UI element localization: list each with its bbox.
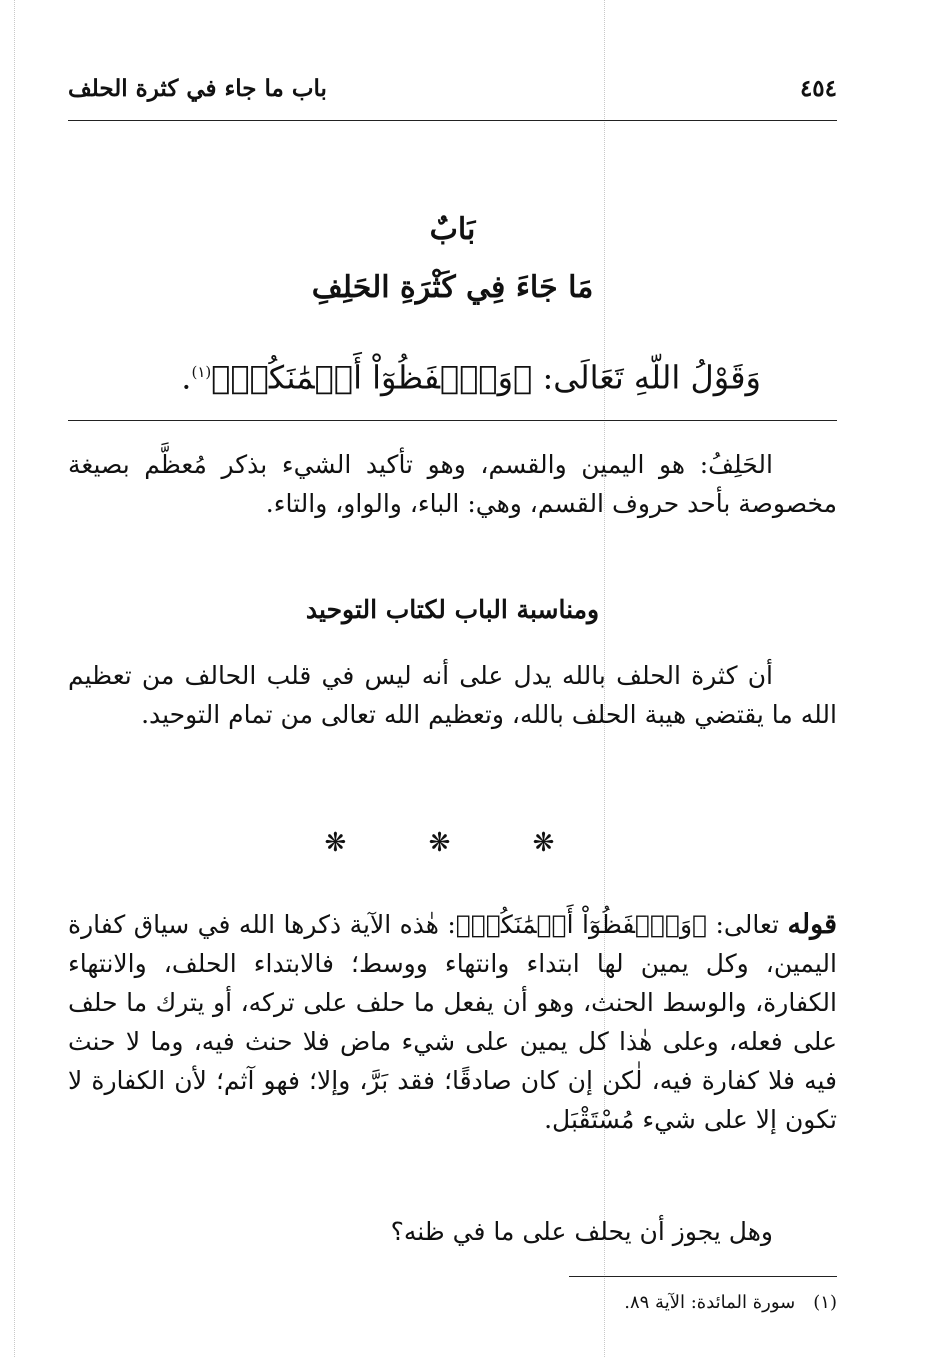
chapter-heading	[68, 208, 837, 316]
chapter-title: مَا جَاءَ فِي كَثْرَةِ الحَلِفِ	[311, 270, 594, 305]
footnote-number: (١)	[813, 1292, 837, 1313]
footnote-rule	[569, 1276, 837, 1277]
paragraph-commentary	[68, 905, 837, 1139]
chapter-label: بَابٌ	[429, 212, 476, 247]
footnote-text: سورة المائدة: الآية ٨٩.	[624, 1292, 796, 1313]
footnote-ref[interactable]: (١)	[191, 363, 212, 381]
verse-text: وَقَوْلُ اللّهِ تَعَالَى: ﴿وَٱحۡفَظُوٓاْ أَيۡمَٰنَكُمۡ﴾	[211, 358, 761, 397]
paragraph-definition: الحَلِفُ: هو اليمين والقسم، وهو تأكيد الشيء بذكر مُعظَّم بصيغة مخصوصة بأحد حروف القسم، وهي: الباء، والواو، والتاء.	[68, 450, 837, 518]
paragraph-question: وهل يجوز أن يحلف على ما في ظنه؟	[390, 1217, 773, 1246]
header-rule	[68, 120, 837, 121]
page-number: ٤٥٤	[799, 74, 837, 102]
paragraph-relevance: أن كثرة الحلف بالله يدل على أنه ليس في قلب الحالف من تعظيم الله ما يقتضي هيبة الحلف بالله، وتعظيم الله تعالى من تمام التوحيد.	[68, 661, 837, 729]
verse-rule	[68, 420, 837, 421]
quranic-verse-line	[161, 350, 761, 400]
commentary-text: تعالى: ﴿وَٱحۡفَظُوٓاْ أَيۡمَٰنَكُمۡ﴾: هٰذه الآية ذكرها الله في سياق كفارة اليمين، وكل يمين لها ابتداء وانتهاء ووسط؛ فالابتداء الحلف، والانتهاء الكفارة، والوسط الحنث، وهو أن يفعل ما حلف على تركه، أو يترك ما حلف على فعله، وعلى هٰذا كل يمين على شيء ماض فلا حنث فيه، وما لا حنث فيه فلا كفارة فيه، لٰكن إن كان صادقًا؛ فقد بَرَّ، وإلا؛ فهو آثم؛ لأن الكفارة لا تكون إلا على شيء مُسْتَقْبَل.	[68, 910, 837, 1134]
section-separator: ❋ ❋ ❋	[324, 828, 581, 858]
section-heading: ومناسبة الباب لكتاب التوحيد	[305, 595, 600, 624]
commentary-lead: قوله	[787, 909, 837, 940]
running-header	[68, 68, 837, 108]
footnote	[624, 1290, 837, 1316]
running-title: باب ما جاء في كثرة الحلف	[68, 74, 327, 102]
verse-end: .	[181, 358, 192, 397]
